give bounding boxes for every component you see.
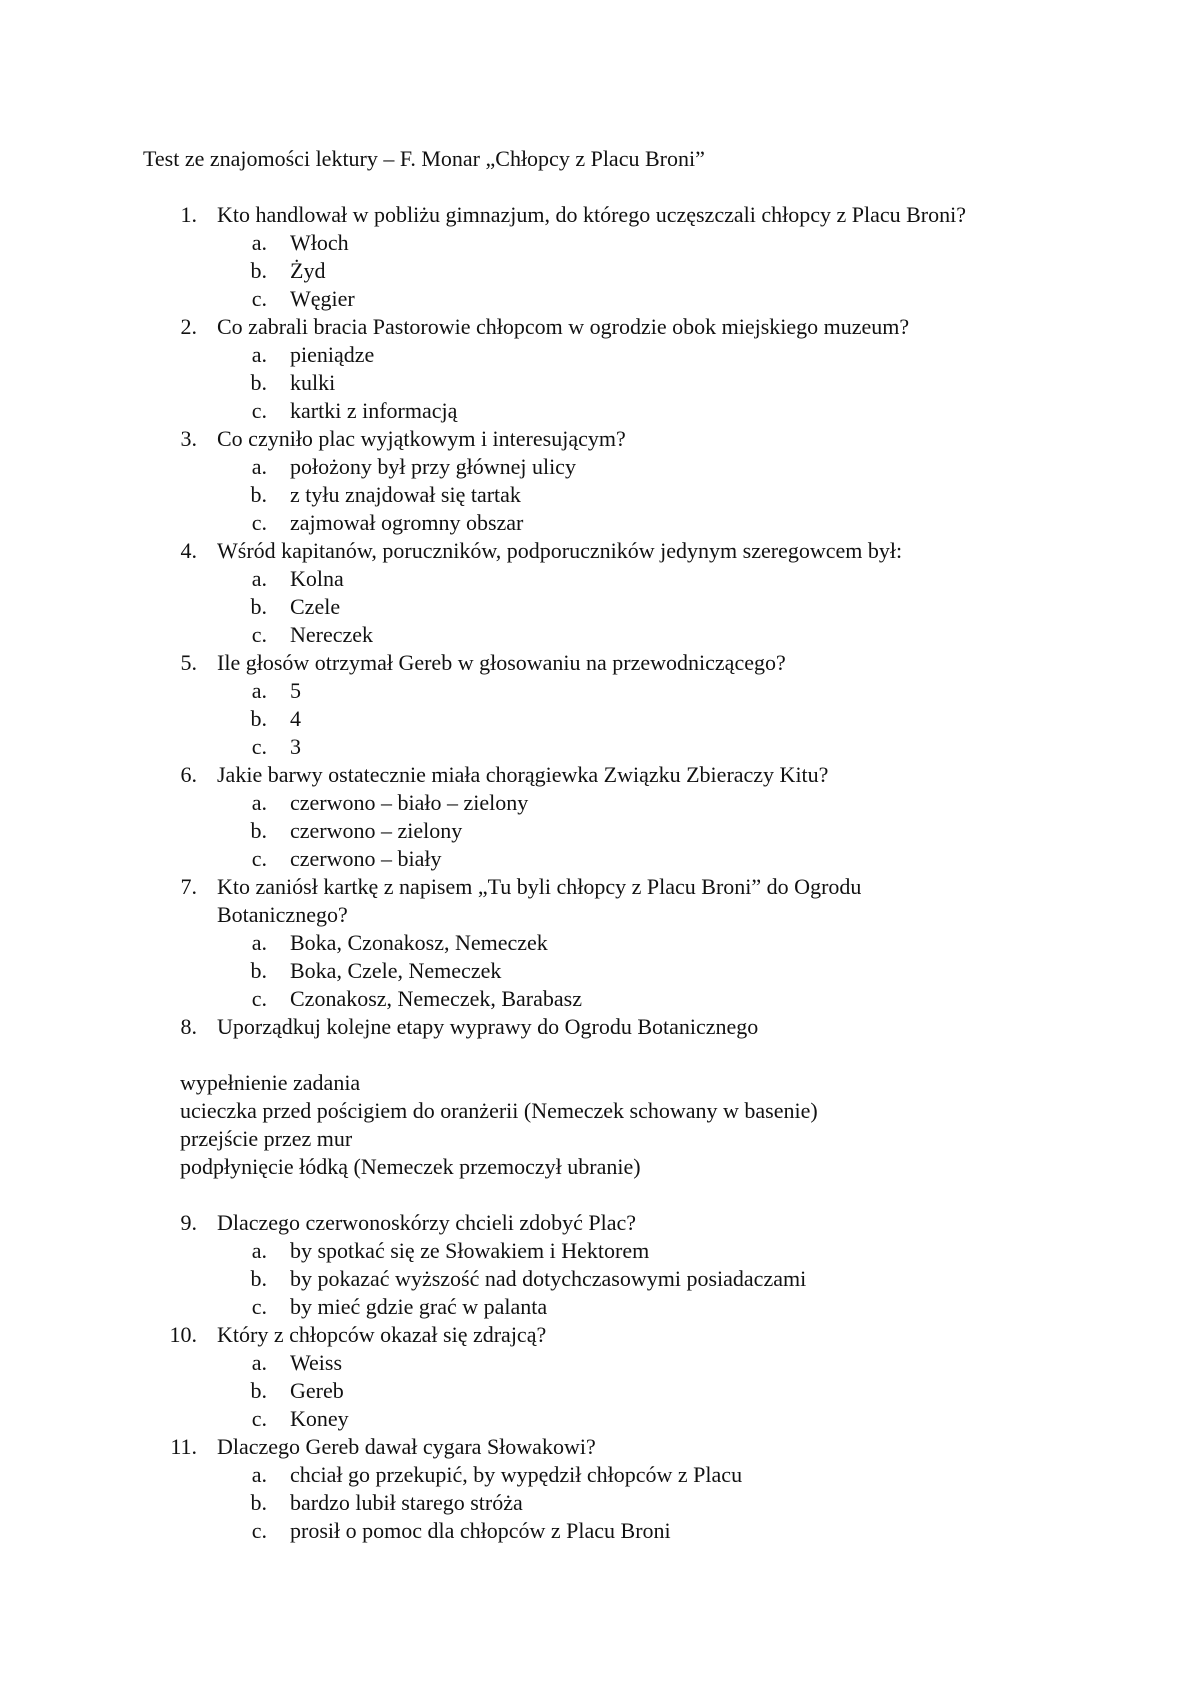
option-letter: c. [251,1518,267,1543]
option-letter: c. [251,986,267,1011]
option-text: Gereb [290,1378,344,1403]
option-letter: b. [250,258,267,283]
option-text: z tyłu znajdował się tartak [290,482,521,507]
question-text: Wśród kapitanów, poruczników, podporuczników jedynym szeregowcem był: [217,538,903,563]
option-text: pieniądze [290,342,375,367]
option-text: Włoch [290,230,349,255]
option-letter: a. [251,454,267,479]
option-text: Boka, Czele, Nemeczek [290,958,502,983]
question-number: 10. [169,1322,197,1347]
question-number: 7. [180,874,197,899]
order-item: przejście przez mur [180,1126,353,1151]
option-letter: c. [251,846,267,871]
question-text: Dlaczego Gereb dawał cygara Słowakowi? [217,1434,596,1459]
option-letter: a. [251,1462,267,1487]
option-letter: a. [251,342,267,367]
option-text: by pokazać wyższość nad dotychczasowymi posiadaczami [290,1266,807,1291]
question-text: Co czyniło plac wyjątkowym i interesującym? [217,426,626,451]
option-letter: b. [250,370,267,395]
option-text: zajmował ogromny obszar [290,510,524,535]
option-letter: c. [251,398,267,423]
question-text: Uporządkuj kolejne etapy wyprawy do Ogrodu Botanicznego [217,1014,759,1039]
option-text: czerwono – zielony [290,818,463,843]
option-letter: a. [251,1238,267,1263]
question-text: Dlaczego czerwonoskórzy chcieli zdobyć Plac? [217,1210,637,1235]
option-text: Czele [290,594,341,619]
question-text: Kto handlował w pobliżu gimnazjum, do którego uczęszczali chłopcy z Placu Broni? [217,202,966,227]
option-text: Kolna [290,566,344,591]
option-text: by mieć gdzie grać w palanta [290,1294,548,1319]
question-number: 9. [180,1210,197,1235]
question-text: Kto zaniósł kartkę z napisem „Tu byli chłopcy z Placu Broni” do Ogrodu [217,874,862,899]
option-letter: b. [250,1490,267,1515]
order-item: podpłynięcie łódką (Nemeczek przemoczył ubranie) [180,1154,641,1179]
option-text: 4 [290,706,301,731]
question-text: Ile głosów otrzymał Gereb w głosowaniu na przewodniczącego? [217,650,786,675]
option-letter: c. [251,286,267,311]
question-number: 1. [180,202,197,227]
option-text: kartki z informacją [290,398,458,423]
document-title: Test ze znajomości lektury – F. Monar „Chłopcy z Placu Broni” [143,146,705,171]
option-text: Boka, Czonakosz, Nemeczek [290,930,548,955]
option-text: czerwono – biało – zielony [290,790,529,815]
option-letter: b. [250,958,267,983]
option-text: kulki [290,370,336,395]
option-letter: c. [251,734,267,759]
option-text: prosił o pomoc dla chłopców z Placu Broni [290,1518,671,1543]
option-text: Koney [290,1406,349,1431]
option-letter: c. [251,510,267,535]
question-number: 5. [180,650,197,675]
option-letter: a. [251,678,267,703]
option-text: by spotkać się ze Słowakiem i Hektorem [290,1238,650,1263]
question-number: 8. [180,1014,197,1039]
option-letter: b. [250,818,267,843]
option-letter: b. [250,706,267,731]
option-text: Weiss [290,1350,343,1375]
option-text: Nereczek [290,622,374,647]
option-letter: c. [251,622,267,647]
option-text: 3 [290,734,301,759]
question-number: 2. [180,314,197,339]
option-text: czerwono – biały [290,846,442,871]
option-letter: b. [250,482,267,507]
option-text: Węgier [290,286,355,311]
option-letter: a. [251,1350,267,1375]
question-number: 6. [180,762,197,787]
question-number: 11. [170,1434,197,1459]
option-letter: a. [251,566,267,591]
option-letter: c. [251,1294,267,1319]
option-text: położony był przy głównej ulicy [290,454,576,479]
option-text: Czonakosz, Nemeczek, Barabasz [290,986,582,1011]
option-text: Żyd [290,258,326,283]
question-text: Który z chłopców okazał się zdrajcą? [217,1322,547,1347]
option-text: bardzo lubił starego stróża [290,1490,523,1515]
option-text: 5 [290,678,301,703]
option-letter: c. [251,1406,267,1431]
option-text: chciał go przekupić, by wypędził chłopców z Placu [290,1462,743,1487]
question-text: Co zabrali bracia Pastorowie chłopcom w ogrodzie obok miejskiego muzeum? [217,314,910,339]
option-letter: a. [251,230,267,255]
order-item: wypełnienie zadania [180,1070,361,1095]
option-letter: b. [250,1378,267,1403]
option-letter: b. [250,1266,267,1291]
option-letter: a. [251,930,267,955]
option-letter: b. [250,594,267,619]
question-text: Botanicznego? [217,902,348,927]
option-letter: a. [251,790,267,815]
order-item: ucieczka przed pościgiem do oranżerii (Nemeczek schowany w basenie) [180,1098,818,1123]
question-text: Jakie barwy ostatecznie miała chorągiewka Związku Zbieraczy Kitu? [217,762,829,787]
question-number: 3. [180,426,197,451]
question-number: 4. [180,538,197,563]
